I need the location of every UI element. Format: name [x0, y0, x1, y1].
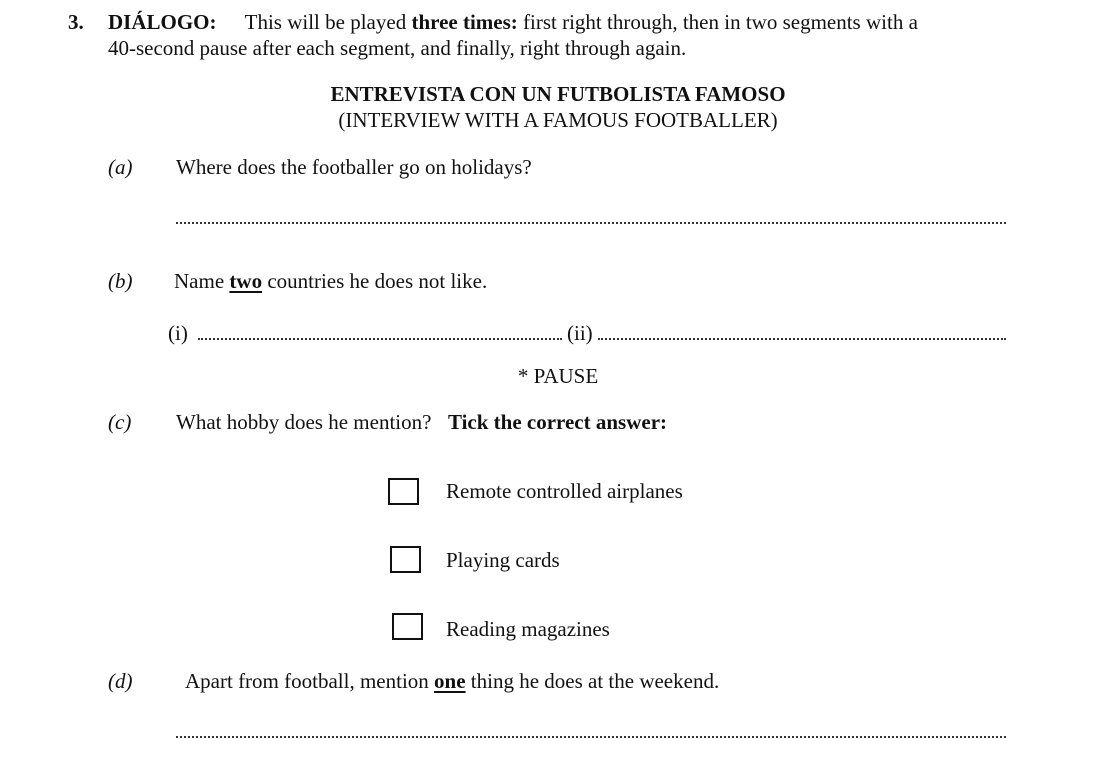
- question-intro-line1: [108, 10, 918, 35]
- option-3-label: Reading magazines: [446, 617, 610, 641]
- answer-field-a[interactable]: [176, 204, 1006, 224]
- question-intro-line2: 40-second pause after each segment, and finally, right through again.: [108, 36, 687, 60]
- pause-marker: * PAUSE: [517, 364, 599, 388]
- part-c-text: What hobby does he mention?: [176, 410, 432, 434]
- part-d-text-before: Apart from football, mention: [185, 669, 429, 693]
- answer-field-d[interactable]: [176, 718, 1006, 738]
- part-c-label: (c): [108, 410, 132, 434]
- part-b-text-before: Name: [174, 269, 225, 293]
- title-spanish: ENTREVISTA CON UN FUTBOLISTA FAMOSO: [330, 82, 786, 106]
- part-c-instruction: Tick the correct answer:: [447, 410, 668, 434]
- part-c-question: [176, 410, 667, 435]
- part-b-emphasis: two: [229, 269, 263, 293]
- part-a-question: Where does the footballer go on holidays?: [176, 155, 532, 179]
- intro-text-2: first right through, then in two segments with a: [523, 10, 918, 34]
- option-1-label: Remote controlled airplanes: [446, 479, 683, 503]
- part-d-question: [185, 669, 719, 694]
- intro-emphasis: three times:: [411, 10, 518, 34]
- question-heading: DIÁLOGO:: [108, 10, 217, 34]
- intro-text-1: This will be played: [244, 10, 407, 34]
- checkbox-option-1[interactable]: [388, 478, 419, 505]
- answer-field-b-i[interactable]: [198, 320, 562, 340]
- sub-label-ii: (ii): [567, 321, 593, 345]
- part-b-text-after: countries he does not like.: [267, 269, 488, 293]
- part-d-text-after: thing he does at the weekend.: [470, 669, 720, 693]
- checkbox-option-2[interactable]: [390, 546, 421, 573]
- option-2-label: Playing cards: [446, 548, 560, 572]
- part-d-label: (d): [108, 669, 133, 693]
- part-b-question: [174, 269, 487, 294]
- question-number: 3.: [68, 10, 84, 34]
- checkbox-option-3[interactable]: [392, 613, 423, 640]
- answer-field-b-ii[interactable]: [598, 320, 1006, 340]
- part-b-label: (b): [108, 269, 133, 293]
- part-a-label: (a): [108, 155, 133, 179]
- part-d-emphasis: one: [434, 669, 466, 693]
- title-english: (INTERVIEW WITH A FAMOUS FOOTBALLER): [338, 108, 778, 132]
- sub-label-i: (i): [168, 321, 188, 345]
